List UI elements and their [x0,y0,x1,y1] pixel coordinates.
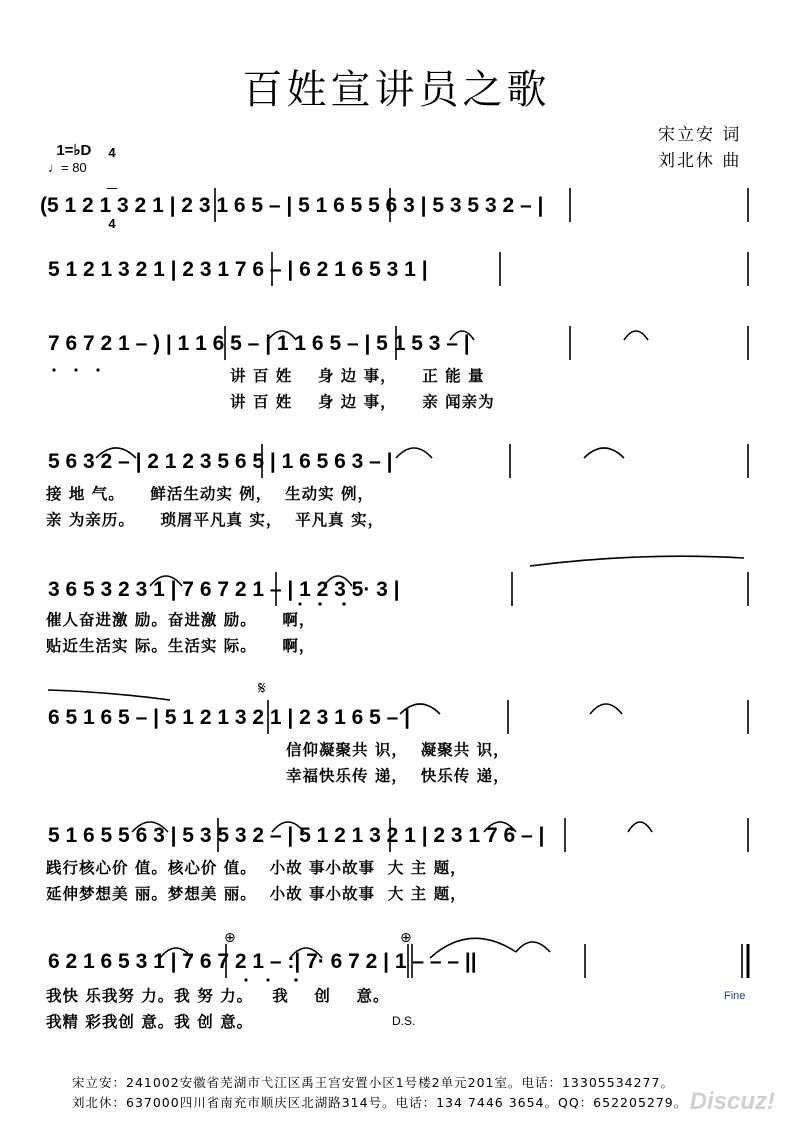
composer-credit: 刘北休 曲 [658,151,742,171]
lyricist-credit: 宋立安 词 [658,125,742,145]
system-5-lyrics-1: 催人奋进激 励。奋进激 励。 啊， [46,611,316,629]
system-8-lyrics-2: 我精 彩我创 意。我 创 意。 [46,1013,254,1031]
system-6-lyrics-2: 幸福快乐传 递， 快乐传 递， [286,767,510,785]
system-6-lyrics-1: 信仰凝聚共 识， 凝聚共 识， [286,741,510,759]
system-6-notes: 6 5 1 6 5 – | 5 1 2 1 3 2 1 | 2 3 1 6 5 – | [48,706,411,729]
system-5-notes: 3 6 5 3 2 3 1 | 7 6 7 2 1 – | 1 2 3 5· 3 | [48,578,400,601]
tempo-marking: ♩= 80 [48,160,87,175]
ds-mark: D.S. [392,1014,416,1028]
coda-mark-1: ⊕ [224,930,236,946]
discuz-watermark: Discuz! [689,1088,775,1115]
fine-mark: Fine [724,990,746,1002]
footer-address-composer: 刘北休：637000四川省南充市顺庆区北湖路314号。电话：134 7446 3654。QQ：652205279。 [72,1095,688,1110]
song-title: 百姓宣讲员之歌 [242,67,551,113]
system-4-lyrics-1: 接 地 气。 鲜活生动实 例， 生动实 例， [46,485,374,503]
system-7-lyrics-2: 延伸梦想美 丽。梦想美 丽。 小故 事小故事 大 主 题， [46,885,467,903]
system-7-lyrics-1: 践行核心价 值。核心价 值。 小故 事小故事 大 主 题， [46,859,467,877]
key-signature: 1=♭D [56,142,92,159]
system-4-lyrics-2: 亲 为亲历。 琐屑平凡真 实， 平凡真 实， [46,511,385,529]
segno-mark: 𝄋 [258,678,266,699]
system-1-notes: (5 1 2 1 3 2 1 | 2 3 1 6 5 – | 5 1 6 5 5 6 3 | 5 3 5 3 2 – | [40,194,544,217]
system-8-notes: 6 2 1 6 5 3 1 | 7 6 7 2 1 – :| 7· 6 7 2 | 1 – – – || [48,950,477,973]
system-4-notes: 5 6 3 2 – | 2 1 2 3 5 6 5 | 1 6 5 6 3 – | [48,450,393,473]
time-signature: 4 4 [108,145,116,231]
system-8-lyrics-1: 我快 乐我努 力。我 努 力。 我 创 意。 [46,987,390,1005]
system-2-notes: 5 1 2 1 3 2 1 | 2 3 1 7 6 – | 6 2 1 6 5 3 1 | [48,258,428,281]
system-3-notes: 7 6 7 2 1 – ) | 1 1 6 5 – | 1 1 6 5 – | 5 1 5 3 – | [48,332,470,355]
footer-address-lyricist: 宋立安：241002安徽省芜湖市弋江区禹王宫安置小区1号楼2单元201室。电话：13305534277。 [72,1075,674,1090]
system-5-lyrics-2: 贴近生活实 际。生活实 际。 啊， [46,637,316,655]
system-3-lyrics-2: 讲 百 姓 身 边 事， 亲 闻亲为 [230,393,495,411]
coda-mark-2: ⊕ [400,930,412,946]
system-7-notes: 5 1 6 5 5 6 3 | 5 3 5 3 2 – | 5 1 2 1 3 2 1 | 2 3 1 7 6 – | [48,824,545,847]
system-3-lyrics-1: 讲 百 姓 身 边 事， 正 能 量 [230,367,485,385]
